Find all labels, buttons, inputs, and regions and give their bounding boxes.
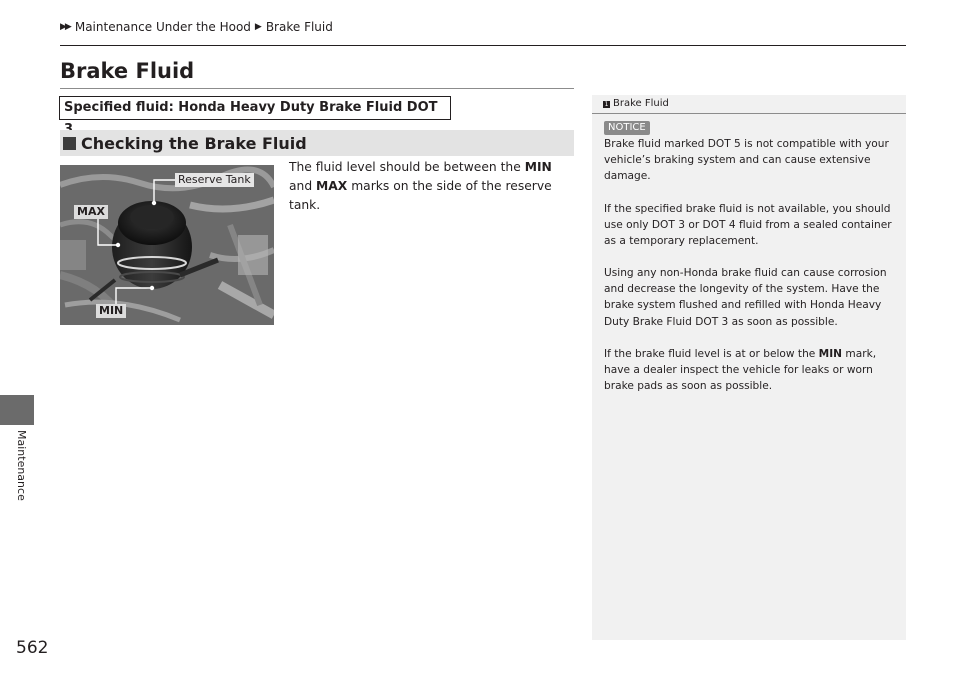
square-bullet-icon	[63, 137, 76, 150]
title-divider	[60, 88, 574, 89]
chapter-side-label	[8, 430, 28, 510]
sidebar-min-label: MIN	[818, 348, 843, 360]
sidebar-header	[592, 95, 906, 113]
notes-sidebar	[592, 95, 906, 640]
body-min-label: MIN	[524, 160, 552, 174]
sidebar-paragraph: Using any non-Honda brake fluid can cause corrosion and decrease the longevity of the system. Have the brake system flushed and refilled with Honda Heavy Duty Brake Fluid DOT 3 as soon as possible.	[604, 267, 887, 328]
sidebar-text-part: mark, have a dealer inspect the vehicle for leaks or worn brake pads as soon as possible.	[604, 348, 877, 393]
notice-badge: NOTICE	[604, 121, 650, 135]
sidebar-divider	[592, 113, 906, 114]
chapter-tab-marker	[0, 395, 34, 425]
body-text-part: marks on the side of the reserve tank.	[289, 179, 552, 212]
callout-reserve-tank: Reserve Tank	[175, 173, 254, 187]
callout-min: MIN	[96, 304, 126, 318]
breadcrumb-item-section[interactable]: Maintenance Under the Hood	[74, 20, 251, 34]
sidebar-text-part: If the brake fluid level is at or below the	[604, 348, 819, 360]
body-max-label: MAX	[316, 179, 348, 193]
body-text-part: The fluid level should be between the	[289, 160, 525, 174]
page-title: Brake Fluid	[60, 59, 195, 83]
specified-fluid-box: Specified fluid: Honda Heavy Duty Brake Fluid DOT	[59, 96, 451, 120]
sidebar-paragraph: If the specified brake fluid is not available, you should use only DOT 3 or DOT 4 fluid from a sealed container as a temporary replacement.	[604, 203, 892, 248]
body-text-part: and	[289, 179, 317, 193]
sidebar-header-text: Brake Fluid	[613, 98, 669, 109]
body-paragraph	[289, 158, 564, 215]
breadcrumb	[60, 20, 333, 34]
page-number: 562	[16, 638, 49, 658]
reference-marker-icon: 1	[604, 100, 609, 108]
section-heading-text: Checking the Brake Fluid	[81, 133, 307, 153]
breadcrumb-item-topic[interactable]: Brake Fluid	[265, 20, 333, 34]
callout-max: MAX	[74, 205, 108, 219]
sidebar-paragraph: Brake fluid marked DOT 5 is not compatible with your vehicle’s braking system and can cause extensive damage.	[604, 138, 889, 183]
section-heading	[60, 130, 574, 156]
reserve-tank-photo	[60, 165, 274, 325]
reserve-tank-illustration	[60, 165, 274, 325]
breadcrumb-arrow-icon: ▶▶	[60, 22, 70, 32]
sidebar-paragraph	[604, 346, 896, 395]
chapter-side-label-text: Maintenance	[15, 430, 28, 501]
breadcrumb-arrow-icon: ▶	[254, 22, 262, 32]
header-divider	[60, 45, 906, 46]
